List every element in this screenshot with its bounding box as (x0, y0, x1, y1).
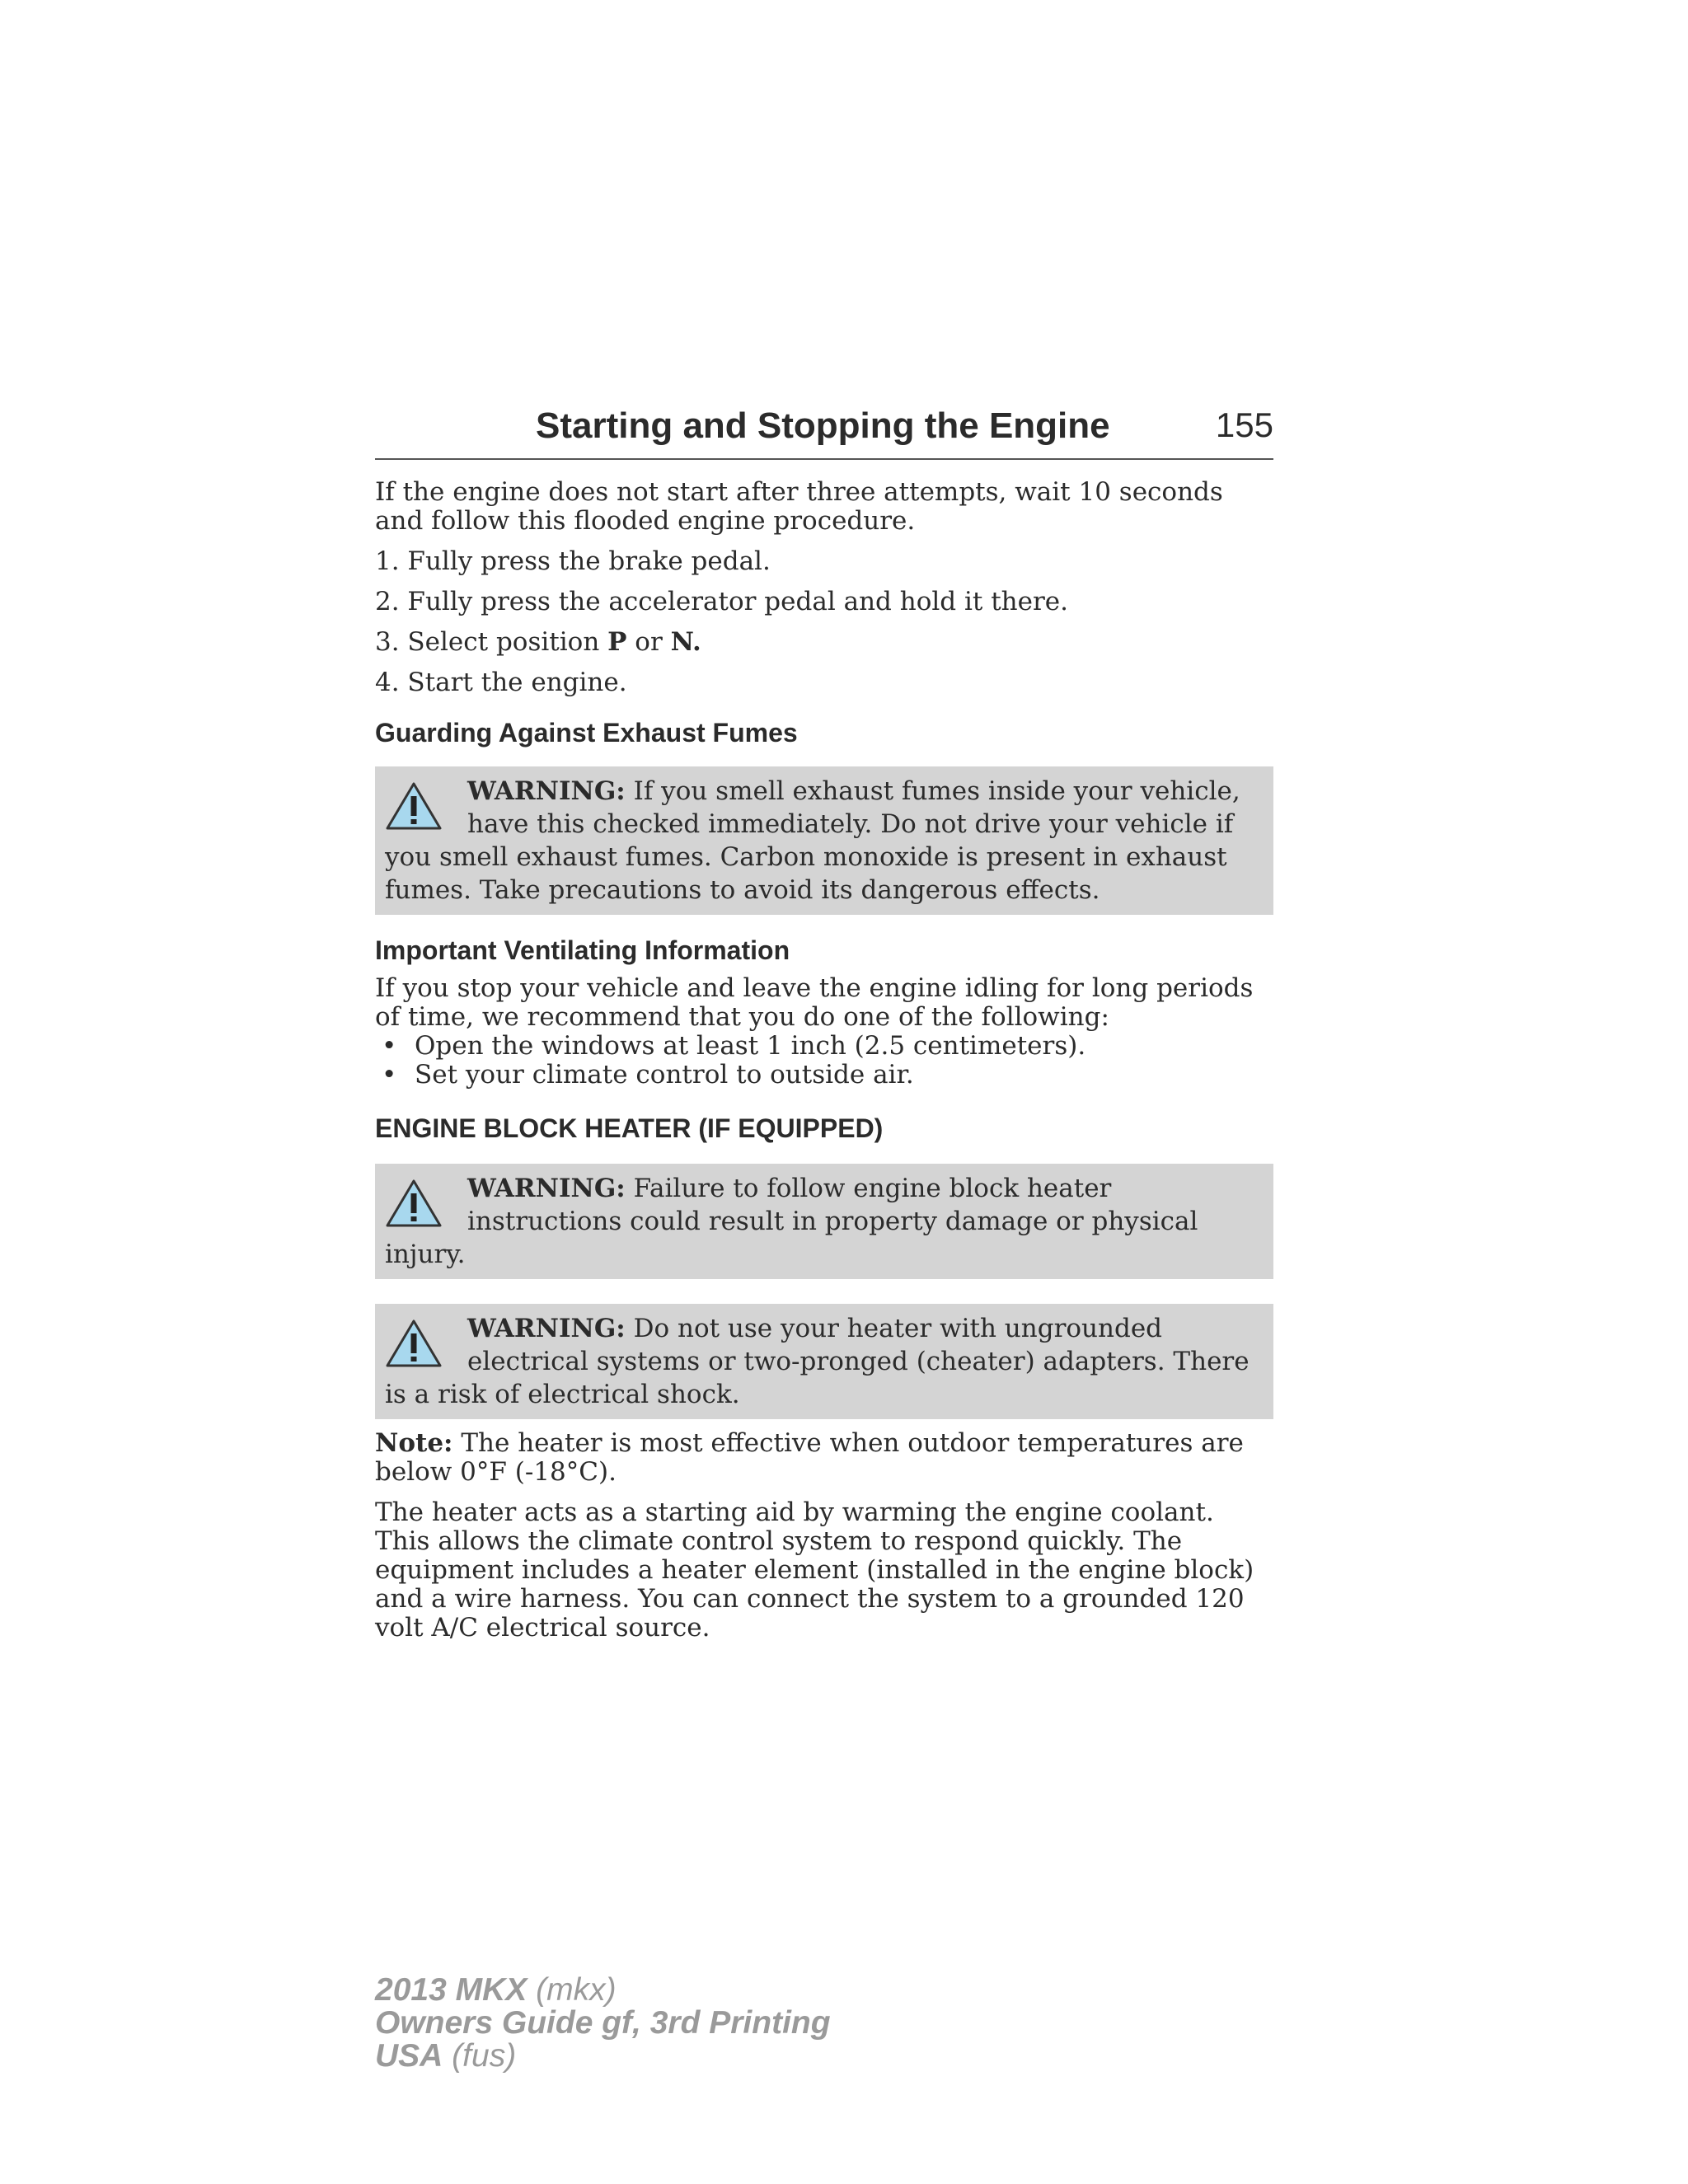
list-item (375, 1061, 1273, 1090)
note-text: The heater is most effective when outdoor temperatures are below 0°F (-18°C). (375, 1428, 1244, 1487)
exhaust-warning (375, 766, 1273, 915)
footer-model-code: (mkx) (527, 1972, 617, 2008)
page-footer (375, 1974, 831, 2073)
heater-note (375, 1429, 1273, 1487)
block-heater-warning-2 (375, 1304, 1273, 1419)
block-heater-warning-1 (375, 1164, 1273, 1279)
flooded-intro: If the engine does not start after three attempts, wait 10 seconds and follow this flooded engine procedure. (375, 477, 1223, 536)
step-3-text: 3. Select position (375, 627, 608, 657)
list-item (375, 1032, 1273, 1061)
bullet-icon: • (382, 1060, 397, 1090)
warning-label: WARNING: (467, 1174, 626, 1203)
footer-region-name: USA (375, 2038, 443, 2074)
warning-triangle-icon (385, 1319, 443, 1368)
ventilation-list (375, 1032, 1273, 1090)
step-3-or: or (626, 627, 671, 657)
step-2: 2. Fully press the accelerator pedal and hold it there. (375, 587, 1068, 616)
step-1: 1. Fully press the brake pedal. (375, 546, 771, 576)
step-3 (375, 628, 1273, 657)
warning-label: WARNING: (467, 1314, 626, 1343)
page-header (375, 404, 1273, 460)
warning-triangle-icon (385, 781, 443, 831)
warning-text: If you smell exhaust fumes inside your vehicle, have this checked immediately. Do not drive your vehicle if you smell exhaust fumes. Carbon monoxide is present in exhaust fumes. Take precautions to avoid its dangerous effects. (385, 776, 1240, 905)
page-number: 155 (1215, 405, 1273, 444)
ventilation-heading: Important Ventilating Information (375, 935, 790, 965)
position-p: P (607, 627, 627, 657)
chapter-title: Starting and Stopping the Engine (536, 405, 1110, 446)
warning-text: Failure to follow engine block heater instructions could result in property damage or physical injury. (385, 1174, 1198, 1269)
footer-region (375, 2040, 831, 2073)
list-item-text: Open the windows at least 1 inch (2.5 centimeters). (415, 1031, 1086, 1061)
step-4: 4. Start the engine. (375, 668, 627, 697)
position-n: N. (670, 627, 701, 657)
note-label: Note: (375, 1428, 453, 1458)
exhaust-heading: Guarding Against Exhaust Fumes (375, 718, 798, 748)
ventilation-intro: If you stop your vehicle and leave the engine idling for long periods of time, we recommend that you do one of the following: (375, 973, 1254, 1032)
footer-guide-text: Owners Guide gf, 3rd Printing (375, 2005, 831, 2041)
page-body (375, 478, 1273, 1643)
list-item-text: Set your climate control to outside air. (415, 1060, 914, 1090)
footer-model (375, 1974, 831, 2007)
warning-text: Do not use your heater with ungrounded electrical systems or two-pronged (cheater) adapters. There is a risk of electrical shock. (385, 1314, 1250, 1409)
block-heater-heading: ENGINE BLOCK HEATER (IF EQUIPPED) (375, 1113, 884, 1143)
manual-page (375, 404, 1273, 1643)
bullet-icon: • (382, 1031, 397, 1061)
warning-triangle-icon (385, 1179, 443, 1228)
footer-region-code: (fus) (443, 2038, 517, 2074)
warning-label: WARNING: (467, 776, 626, 806)
footer-guide (375, 2007, 831, 2040)
heater-description: The heater acts as a starting aid by warming the engine coolant. This allows the climate control system to respond quickly. The equipment includes a heater element (installed in the engine block) and a wire harness. You can connect the system to a grounded 120 volt A/C electrical source. (375, 1497, 1254, 1643)
footer-model-year: 2013 MKX (375, 1972, 528, 2008)
